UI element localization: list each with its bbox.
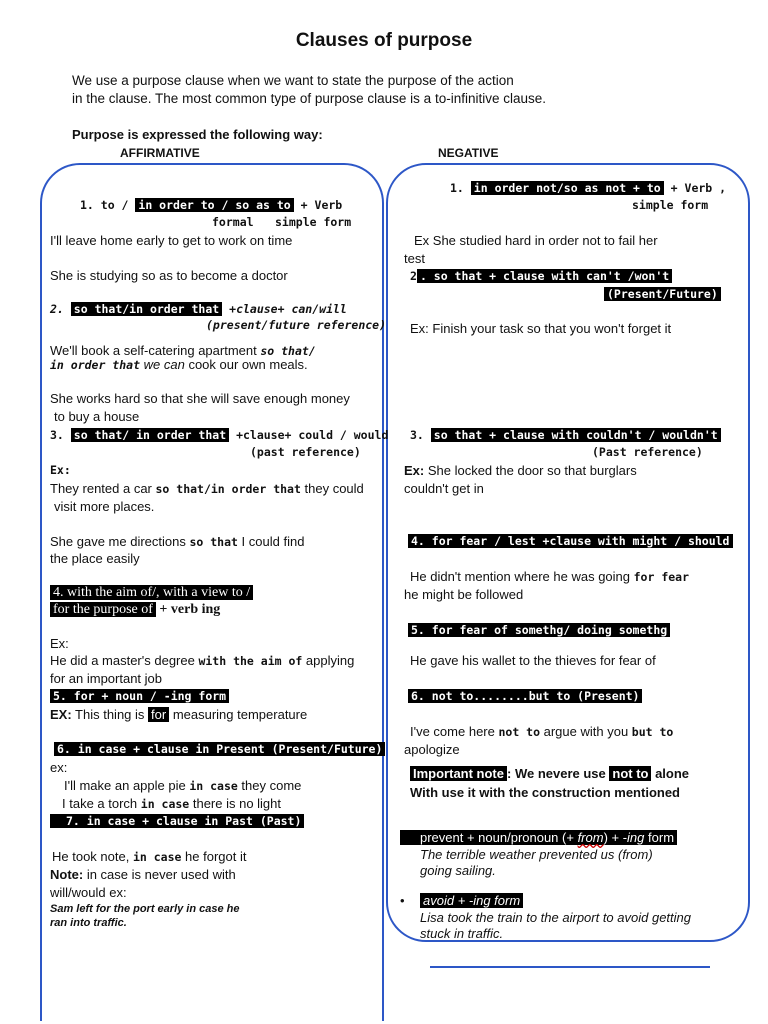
negative-rule-6: 6. not to........but to (Present) xyxy=(408,689,642,703)
note-line-2: will/would ex: xyxy=(50,885,127,900)
note-line-1: Note: in case is never used with xyxy=(50,867,236,882)
example-5-line-1: They rented a car so that/in order that they could xyxy=(50,481,364,496)
avoid-example-line-2: stuck in traffic. xyxy=(420,926,504,941)
affirmative-rule-5: 5. for + noun / -ing form xyxy=(50,689,229,703)
page-title: Clauses of purpose xyxy=(295,30,473,51)
negative-example-3-line-1: Ex: She locked the door so that burglars xyxy=(404,463,637,478)
prevent-example-line-1: The terrible weather prevented us (from) xyxy=(420,847,653,862)
negative-rule-1-simple-form: simple form xyxy=(632,198,709,212)
example-8: EX: This thing is for measuring temperature xyxy=(50,707,308,722)
negative-example-3-line-2: couldn't get in xyxy=(404,481,484,496)
example-4-line-2: to buy a house xyxy=(54,409,140,424)
important-note-line-1: Important note : We nevere use not to alone xyxy=(410,766,689,781)
rule-1-formal: formal xyxy=(212,215,254,229)
affirmative-rule-3: 3. so that/ in order that +clause+ could / would xyxy=(50,428,389,442)
affirmative-rule-2: 2. so that/in order that +clause+ can/will xyxy=(50,302,347,316)
example-label: Ex: xyxy=(50,463,71,477)
affirmative-rule-7: 7. in case + clause in Past (Past) xyxy=(50,814,304,828)
example-10: He took note, in case he forgot it xyxy=(52,849,247,864)
intro-line-1: We use a purpose clause when we want to state the purpose of the action xyxy=(72,73,514,88)
negative-rule-1: 1. in order not/so as not + to + Verb , xyxy=(450,181,727,195)
example-9-line-1: I'll make an apple pie in case they come xyxy=(64,778,302,793)
negative-rule-3: 3. so that + clause with couldn't / wouldn't xyxy=(410,428,721,442)
example-4-line-1: She works hard so that she will save enough money xyxy=(50,391,350,406)
note-example-line-1: Sam left for the port early in case he xyxy=(50,903,240,915)
negative-example-4-line-2: he might be followed xyxy=(404,587,524,602)
negative-rule-4: 4. for fear / lest +clause with might / should xyxy=(408,534,733,548)
negative-example-1-line-1: Ex She studied hard in order not to fail her xyxy=(414,233,658,248)
example-3-line-2: in order that we can cook our own meals. xyxy=(50,357,308,372)
affirmative-rule-1: 1. to / in order to / so as to + Verb xyxy=(80,198,343,212)
example-6-line-1: She gave me directions so that I could find xyxy=(50,534,305,549)
rule-2-reference: (present/future reference) xyxy=(206,318,387,332)
intro-line-2: in the clause. The most common type of purpose clause is a to-infinitive clause. xyxy=(72,91,546,106)
prevent-rule: prevent + noun/pronoun (+ from) + -ing form xyxy=(400,830,677,845)
example-2: She is studying so as to become a doctor xyxy=(50,268,288,283)
negative-example-1-line-2: test xyxy=(404,251,425,266)
negative-example-6-line-2: apologize xyxy=(404,742,460,757)
example-1: I'll leave home early to get to work on time xyxy=(50,233,293,248)
rule-3-reference: (past reference) xyxy=(250,445,361,459)
negative-example-6-line-1: I've come here not to argue with you but to xyxy=(410,724,674,739)
negative-rule-2: 2 . so that + clause with can't /won't xyxy=(410,269,672,283)
prevent-example-line-2: going sailing. xyxy=(420,863,496,878)
example-9-line-2: I take a torch in case there is no light xyxy=(62,796,282,811)
expressed-heading: Purpose is expressed the following way: xyxy=(72,127,323,142)
negative-example-4-line-1: He didn't mention where he was going for fear xyxy=(410,569,690,584)
example-label-3: ex: xyxy=(50,760,68,775)
negative-header: NEGATIVE xyxy=(438,146,499,160)
note-example-line-2: ran into traffic. xyxy=(50,917,127,929)
avoid-example-line-1: Lisa took the train to the airport to avoid getting xyxy=(420,910,692,925)
example-7-line-2: for an important job xyxy=(50,671,163,686)
negative-rule-3-reference: (Past reference) xyxy=(592,445,703,459)
affirmative-rule-4-line-1: 4. with the aim of/, with a view to / xyxy=(50,585,253,601)
affirmative-header: AFFIRMATIVE xyxy=(120,146,200,160)
negative-panel-bottom-line xyxy=(430,966,710,968)
negative-rule-2-reference: (Present/Future) xyxy=(604,287,721,301)
affirmative-rule-4-line-2: for the purpose of + verb ing xyxy=(50,602,220,618)
negative-example-2: Ex: Finish your task so that you won't forget it xyxy=(410,321,672,336)
affirmative-rule-6: 6. in case + clause in Present (Present/Future) xyxy=(54,742,385,756)
example-5-line-2: visit more places. xyxy=(54,499,155,514)
avoid-rule: avoid + -ing form xyxy=(420,893,523,908)
bullet-icon: • xyxy=(400,893,405,908)
rule-1-simple-form: simple form xyxy=(275,215,352,229)
example-6-line-2: the place easily xyxy=(50,551,140,566)
negative-example-5: He gave his wallet to the thieves for fear of xyxy=(410,653,656,668)
example-3-line-1: We'll book a self-catering apartment so that/ xyxy=(50,343,316,358)
example-label-2: Ex: xyxy=(50,636,69,651)
negative-rule-5: 5. for fear of somethg/ doing somethg xyxy=(408,623,670,637)
important-note-line-2: With use it with the construction mentioned xyxy=(410,785,680,800)
example-7-line-1: He did a master's degree with the aim of applying xyxy=(50,653,355,668)
